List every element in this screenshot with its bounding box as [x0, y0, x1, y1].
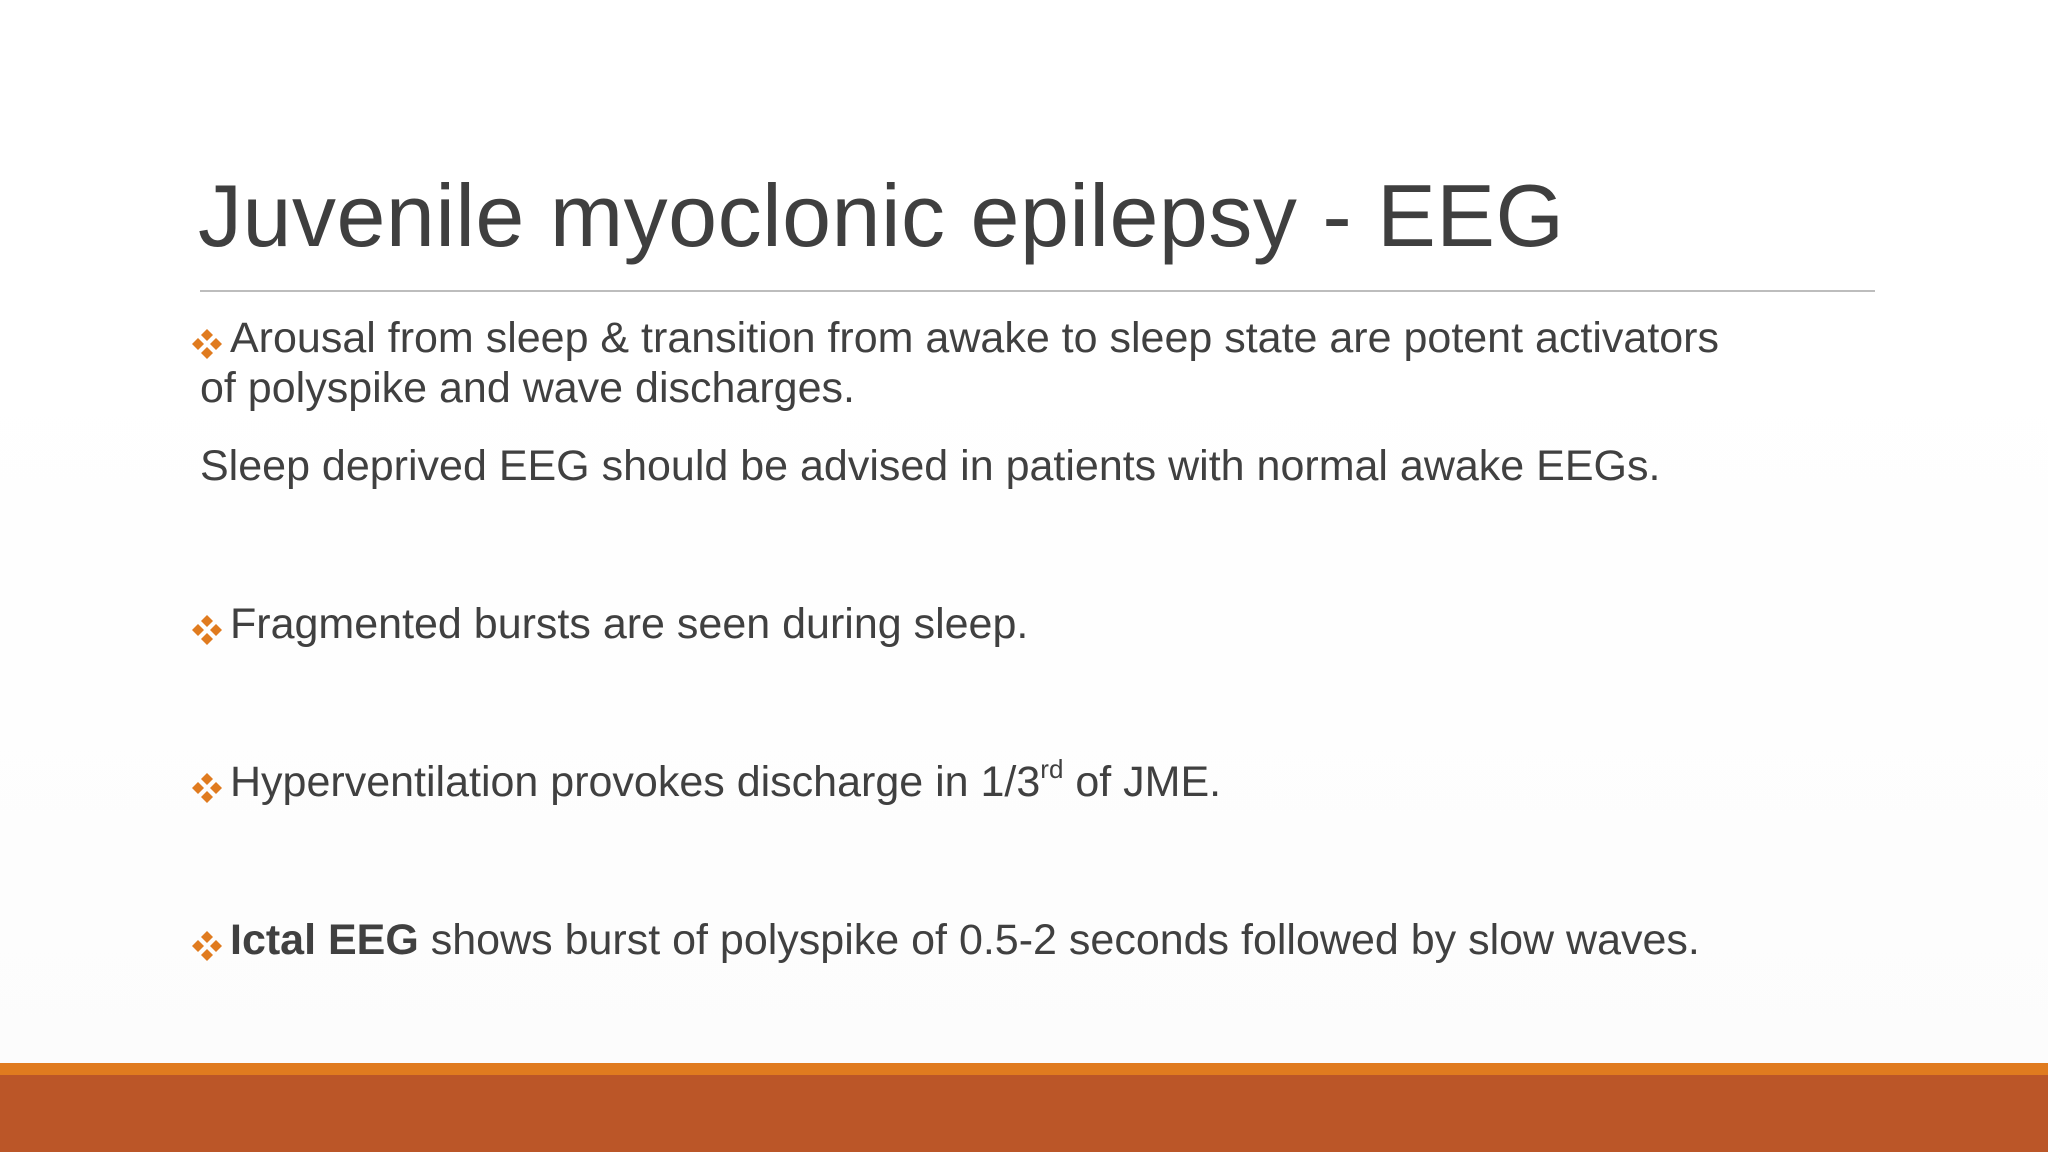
- four-diamond-bullet-icon: [190, 613, 224, 647]
- bullet-point-arousal: [186, 313, 1886, 413]
- bullet-text-before: Hyperventilation provokes discharge in 1/3: [230, 758, 1041, 806]
- four-diamond-bullet-icon: [190, 327, 224, 361]
- bullet-text-rest: shows burst of polyspike of 0.5-2 seconds followed by slow waves.: [418, 916, 1700, 964]
- sub-paragraph-sleep-deprived: [186, 441, 1886, 491]
- superscript-ordinal: rd: [1040, 754, 1064, 784]
- slide-title: Juvenile myoclonic epilepsy - EEG: [198, 166, 1565, 265]
- four-diamond-bullet-icon: [190, 771, 224, 805]
- bullet-text-line2: of polyspike and wave discharges.: [200, 364, 855, 412]
- footer-bar: [0, 1075, 2048, 1152]
- bullet-text-bold: Ictal EEG: [230, 916, 419, 964]
- slide-content: [186, 305, 1886, 965]
- four-diamond-bullet-icon: [190, 929, 224, 963]
- title-divider: [200, 290, 1875, 292]
- bullet-point-ictal-eeg: [186, 915, 1886, 965]
- bullet-point-hyperventilation: [186, 754, 1886, 807]
- bullet-text-after: of JME.: [1063, 758, 1222, 806]
- paragraph-text: Sleep deprived EEG should be advised in patients with normal awake EEGs.: [200, 442, 1661, 490]
- bullet-text-line1: Arousal from sleep & transition from awake to sleep state are potent activators: [230, 314, 1720, 362]
- bullet-point-fragmented: [186, 599, 1886, 649]
- footer-accent-stripe: [0, 1063, 2048, 1075]
- bullet-text: Fragmented bursts are seen during sleep.: [230, 600, 1029, 648]
